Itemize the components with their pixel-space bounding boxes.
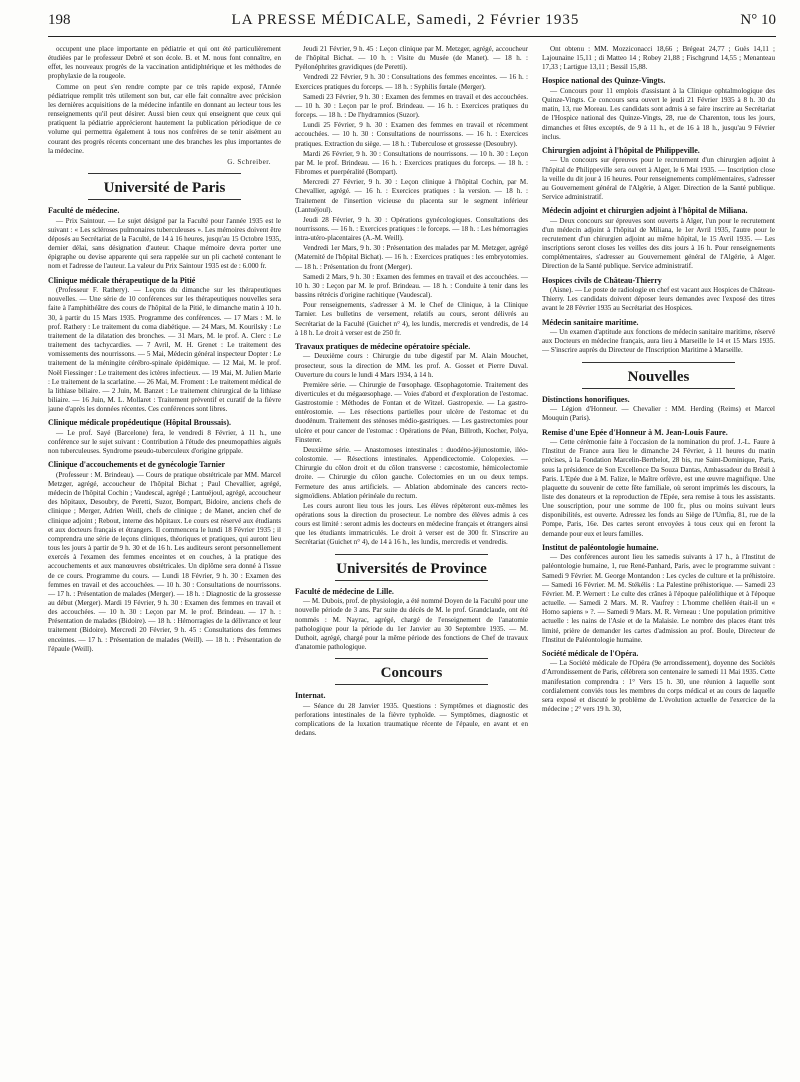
news-title: Institut de paléontologie humaine. (542, 542, 659, 552)
page-header (48, 12, 776, 37)
notice-text: — Le prof. Sayé (Barcelone) fera, le vendredi 8 Février, à 11 h., une conférence sur le sujet suivant : Contribution à l'étude des pneumopathies aiguës non tuberculeuses. Syndrome pseudo-tuberculeux d'origine grippale. (48, 428, 281, 456)
notice-text: (Aisne). — Le poste de radiologie en chef est vacant aux Hospices de Château-Thierry. Les candidats doivent déposer leurs demandes avec l'exposé des titres avant le 28 Février 1935 au Secrétariat des Hospices. (542, 286, 775, 313)
notice-item (48, 418, 281, 456)
news-item (542, 543, 775, 645)
notice-text: Les cours auront lieu tous les jours. Les élèves répèteront eux-mêmes les opérations sous la direction du prosecteur. Le nombre des élèves admis à ces cours est limité : seront admis les docteurs en médecine français et étrangers ainsi que les étudiants immatriculés. Le droit à verser est de 300 fr. S'inscrire au Secrétariat (Guichet n° 4), de 14 à 16 h., les lundis, mercredis et vendredis. (295, 501, 528, 547)
news-title: Distinctions honorifiques. (542, 394, 630, 404)
divider (582, 388, 735, 389)
program-entry: Jeudi 28 Février, 9 h. 30 : Opérations gynécologiques. Consultations des nourrissons. — 16 h. : Exercices pratiques : le forceps. — 18 h. : Les hémorragies intra-utéro-placentaires (A.-M. Weill). (295, 215, 528, 243)
divider (335, 554, 488, 555)
divider (335, 684, 488, 685)
program-entry: Jeudi 21 Février, 9 h. 45 : Leçon clinique par M. Metzger, agrégé, accoucheur de l'hôpital Bichat. — 10 h. : Visite du Musée (de Manet). — 18 h. : Pyélonéphrites gravidiques (de Peretti). (295, 45, 528, 72)
notice-title: Faculté de médecine de Lille. (295, 586, 394, 596)
notice-title: Clinique d'accouchements et de gynécologie Tarnier (48, 460, 226, 470)
notice-text: — Prix Saintour. — Le sujet désigné par la Faculté pour l'année 1935 est le suivant : « Les scléroses pulmonaires tuberculeuses ». Les mémoires doivent être déposés au Secrétariat de la Faculté, de 14 à 16 heures, jusqu'au 15 Octobre 1935, dernier délai, sans désignation d'auteur. Chaque mémoire devra porter une épigraphe ou devise apparente qui sera rappelée sur un pli cacheté contenant le nom et l'adresse de l'auteur. La valeur du Prix Saintour 1935 est de : 6.000 fr. (48, 216, 281, 271)
notice-text: (Professeur : M. Brindeau). — Cours de pratique obstétricale par MM. Marcel Metzger, agrégé, accoucheur de l'hôpital Bichat ; Paul Chevallier, agrégé, médecin de l'hôpital Cochin ; Vaudescal, agrégé ; Lantuéjoul, agrégé, accoucheur des hôpitaux, Desoubry, de Peretti, Suzor, Bompart, Bidoire, anciens chefs de clinique ; Merger, Adrien Weill, chefs de clinique ; de Manet, ancien chef de clinique adjoint ; Rebout, interne des hôpitaux. Le cours est réservé aux étudiants et aux docteurs français et étrangers. Il commencera le lundi 18 Février 1935 ; il comprendra une série de leçons cliniques, théoriques et pratiques, qui auront lieu tous les jours à partir de 9 h. 30 et de 16 h. Les auditeurs seront personnellement exercés à l'examen des femmes enceintes et en couches, à la pratique des accouchements et aux manœuvres obstétricales. Un diplôme sera donné à l'issue de ce cours. Programme du cours. — Lundi 18 Février, 9 h. 30 : Examen des femmes en travail et des accouchées. — 10 h. 30 : Consultations de nourrissons. — 17 h. : Présentation de malades (Merger). — 18 h. : Diagnostic de la grossesse au début (Merger). Mardi 19 Février, 9 h. 30 : Examen des femmes en travail et des accouchées. — 10 h. 30 : Leçon par M. le prof. Brindeau. — 17 h. : Présentation de malades (Bidoire). — 18 h. : Hémorragies de la délivrance et leur traitement (Bidoire). Mercredi 20 Février, 9 h. 45 : Consultations des femmes enceintes. — 17 h. : Présentation de malades (Weill). — 18 h. : Présentation de l'épaule (Weill). (48, 470, 281, 653)
notice-title: Travaux pratiques de médecine opératoire spéciale. (295, 341, 471, 351)
news-item (542, 395, 775, 424)
divider (335, 658, 488, 659)
section-title-universites-province: Universités de Province (336, 560, 487, 577)
notice-title: Hospice national des Quinze-Vingts. (542, 76, 666, 86)
notice-text: — M. Dubois, prof. de physiologie, a été nommé Doyen de la Faculté pour une nouvelle période de 3 ans. Par suite du décès de M. le prof. Grandclaude, ont été nommés : M. Nayrac, agrégé, chargé de l'enseignement de l'anatomie pathologique pour la période du 1er Janvier au 30 Septembre 1935. — M. Duthoit, agrégé, chargé pour la même période des fonctions de Chef de travaux d'anatomie pathologique. (295, 597, 528, 652)
news-text: — La Société médicale de l'Opéra (9e arrondissement), doyenne des Sociétés d'Arrondissement de Paris, célèbrera son centenaire le samedi 11 Mai 1935. Cette manifestation comprendra : 1° Vers 15 h. 30, une réunion à laquelle sont cordialement conviés tous les membres du corps médical et au cours de laquelle sera exposé et discuté le problème de L'évolution actuelle de l'exercice de la médecine ; 2° vers 19 h. 30, (542, 659, 775, 714)
divider (88, 199, 241, 200)
notice-title: Internat. (295, 691, 326, 701)
notice-text: — Un concours sur épreuves pour le recrutement d'un chirurgien adjoint à l'hôpital de Philippeville sera ouvert à Alger, le 6 Mai 1935. — Inscription close la veille du dit jour à 16 heures. Pour renseignements complémentaires, s'adresser au Gouvernement général de l'Algérie, à Alger. Direction de la Santé publique. Service administratif. (542, 156, 775, 202)
notice-item (542, 146, 775, 202)
section-title-universite-paris: Université de Paris (103, 180, 226, 197)
notice-title: Médecin adjoint et chirurgien adjoint à l'hôpital de Miliana. (542, 206, 748, 216)
page-number: 198 (48, 12, 71, 28)
notice-item (48, 206, 281, 271)
program-entry: Vendredi 1er Mars, 9 h. 30 : Présentation des malades par M. Metzger, agrégé (Maternité de l'hôpital Bichat). — 16 h. : Exercices pratiques : les embryotomies. — 18 h. : Présentation du front (Merger). (295, 244, 528, 271)
notice-title: Chirurgien adjoint à l'hôpital de Philippeville. (542, 145, 700, 155)
notice-text: — Concours pour 11 emplois d'assistant à la Clinique ophtalmologique des Quinze-Vingts. Ce concours sera ouvert le jeudi 21 Février 1935 à 8 h. 30 du matin, 13, rue Moreau. Les candidats sont admis à se faire inscrire au Secrétariat de l'Hospice national des Quinze-Vingts, 28, rue de Charenton, tous les jours, dimanches et fêtes exceptés, de 9 à 11 h., et de 16 à 18 h., jusqu'au 9 Février inclus. (542, 86, 775, 141)
notice-text: Deuxième série. — Anastomoses intestinales : duodéno-jéjunostomie, iléo-colostomie. — Résections intestinales. Appendicectomie. Colopexies. — Chirurgie du côlon droit et du côlon transverse : cæcostomie, hémicolectomie droite. — Chirurgie du côlon gauche. Colectomies en un ou deux temps. Fermeture des anus artificiels. — Ablation abdominale des cancers recto-sigmoïdiens. Ablation périnéale du rectum. (295, 445, 528, 500)
notice-text: (Professeur F. Rathery). — Leçons du dimanche sur les thérapeutiques nouvelles. — Une série de 10 conférences sur les thérapeutiques nouvelles sera faite à l'amphithéâtre des cours de l'hôpital de la Pitié, le dimanche matin à 10 h. 30, à partir du 15 Mars 1935. Programme des conférences. — 17 Mars : M. le prof. Rathery : Le traitement du coma diabétique. — 24 Mars, M. Kourilsky : Le traitement de la dilatation des bronches. — 31 Mars, M. le prof. A. Clerc : Le traitement des tachycardies. — 7 Avril, M. H. Grenet : Le traitement des vomissements des nourrissons. — 5 Mai, Médecin général inspecteur Dopter : Le traitement de la méningite cérébro-spinale épidémique. — 12 Mai, M. le prof. Noël Fiessinger : Le traitement des ictères infectieux. — 19 Mai, M. Julien Marie : Le traitement de la scarlatine. — 26 Mai, M. Froment : Le traitement médical de la lithiase biliaire. — 2 Juin, M. Banzet : Le traitement chirurgical de la lithiase biliaire. — 16 Juin, M. L. Mollaret : Traitement préventif et curatif de la fièvre jaune d'après les données récentes. Ces conférences sont libres. (48, 286, 281, 414)
notice-text: Première série. — Chirurgie de l'œsophage. Œsophagotomie. Traitement des diverticules et du mégaœsophage. — Voies d'abord et d'exploration de l'estomac. Gastrostomie : Méthodes de Fontan et de Witzel. Gastropexie. — La gastro-entérostomie. — Les résections partielles pour ulcère de l'estomac et du duodénum. Traitement des sténoses médio-gastriques. — Les gastrectomies pour ulcère et pour cancer de l'estomac : Opérations de Péan, Billroth, Kocher, Polya, Finsterer. (295, 380, 528, 444)
column-1 (48, 45, 281, 1075)
divider (88, 173, 241, 174)
section-title-concours: Concours (380, 665, 443, 682)
notice-title: Clinique médicale thérapeutique de la Pitié (48, 275, 196, 285)
column-3 (542, 45, 775, 1075)
paragraph: occupent une place importante en pédiatrie et qui ont été particulièrement étudiées par le professeur Debré et son école. B. et M. nous font connaître, en effet, les nouveaux progrès de la vaccination antidiphtérique et les méthodes de prophylaxie de la rougeole. (48, 45, 281, 81)
program-entry: Samedi 2 Mars, 9 h. 30 : Examen des femmes en travail et des accouchées. — 10 h. 30 : Leçon par M. le prof. Brindeau. — 18 h. : Conduite à tenir dans les bassins rétrécis d'origine rachitique (Vaudescal). (295, 272, 528, 300)
paragraph: Comme on peut s'en rendre compte par ce très rapide exposé, l'Année pédiatrique remplit très utilement son but, car elle fait connaître avec précision les dernières acquisitions de la médecine infantile en donnant au lecteur tous les renseignements qu'il peut désirer. Aussi bien ceux qui enseignent que ceux qui pratiquent la pédiatrie apprécieront hautement la publication périodique de ce volume qui permettra également à tous nos confrères de se tenir aisément au courant des progrès récents concernant une des branches les plus importantes de la médecine. (48, 82, 281, 155)
program-entry: Vendredi 22 Février, 9 h. 30 : Consultations des femmes enceintes. — 16 h. : Exercices pratiques du forceps. — 18 h. : Syphilis fœtale (Merger). (295, 73, 528, 91)
notice-item (542, 318, 775, 356)
notice-text: — Séance du 28 Janvier 1935. Questions : Symptômes et diagnostic des perforations intestinales de la fièvre typhoïde. — Symptômes, diagnostic et complications de la luxation traumatique récente de l'épaule, en avant et en dedans. (295, 701, 528, 738)
program-entry: Mercredi 27 Février, 9 h. 30 : Leçon clinique à l'hôpital Cochin, par M. Chevallier, agrégé. — 16 h. : Exercices pratiques : la version. — 18 h. : Traitement de l'insertion vicieuse du placenta sur le segment inférieur (Lantuéjoul). (295, 178, 528, 214)
notice-item (48, 460, 281, 654)
notice-title: Clinique médicale propédeutique (Hôpital Broussais). (48, 418, 232, 428)
notice-text: — Deuxième cours : Chirurgie du tube digestif par M. Alain Mouchet, prosecteur, sous la direction de MM. les prof. A. Gosset et Pierre Duval. Ouverture du cours le lundi 4 Mars 1934, à 14 h. (295, 352, 528, 379)
news-title: Société médicale de l'Opéra. (542, 648, 639, 658)
author-signature: G. Schreiber. (227, 157, 271, 166)
notice-item (48, 276, 281, 415)
notice-title: Faculté de médecine. (48, 206, 120, 216)
divider (582, 362, 735, 363)
program-entry: Mardi 26 Février, 9 h. 30 : Consultations de nourrissons. — 10 h. 30 : Leçon par M. le prof. Brindeau. — 16 h. : Exercices pratiques du forceps. — 18 h. : Fibromes et puerpéralité (Bompart). (295, 149, 528, 177)
issue-number: N° 10 (740, 12, 776, 28)
program-entry: Pour renseignements, s'adresser à M. le Chef de Clinique, à la Clinique Tarnier. Les bulletins de versement, relatifs au cours, seront délivrés au Secrétariat de la Faculté (Guichet n° 4), les lundis, mercredis et vendredis, de 14 à 18 h. Le droit à verser est de 250 fr. (295, 301, 528, 337)
notice-title: Médecin sanitaire maritime. (542, 317, 639, 327)
notice-item (542, 206, 775, 271)
notice-item (542, 76, 775, 141)
news-text: — Des conférences auront lieu les samedis suivants à 17 h., à l'Institut de paléontologie humaine, 1, rue René-Panhard, Paris, avec le programme suivant : Samedi 9 Février. M. George Montandon : Les cycles de culture et la préhistoire. — Samedi 16 Février. M. M. Stékélis : La Palestine préhistorique. — Samedi 23 Février. M. P. Wernert : Le culte des crânes à l'époque paléolithique et à l'époque actuelle. — Samedi 2 Mars. M. R. Vaufrey : L'homme chelléen était-il un « Homo sapiens » ?. — Samedi 9 Mars. M. R. Verneau : Une population primitive actuelle : les nains de l'Asie et de la Malaisie. Le nombre des places étant très limité, prière de demander les cartes d'admission au prof. Boule, Directeur de l'Institut de Paléontologie humaine. (542, 553, 775, 644)
news-title: Remise d'une Epée d'Honneur à M. Jean-Louis Faure. (542, 427, 728, 437)
notice-title: Hospices civils de Château-Thierry (542, 275, 662, 285)
section-title-nouvelles: Nouvelles (627, 368, 690, 385)
news-text: — Cette cérémonie faite à l'occasion de la nomination du prof. J.-L. Faure à l'Institut de France aura lieu le dimanche 24 Février, à 11 heures du matin précises, à la Fondation Marcelin-Berthelot, 28 bis, rue Saint-Dominique, Paris, sous la présidence de Son Excellence Da Souza Dantas, Ambassadeur du Brésil à Paris. L'Epée due à M. Falize, le Maître orfèvre, est une œuvre magnifique. Une plaquette du souvenir de cette fête familiale, où seront imprimés les discours, la liste des donateurs et la reproduction de l'Epée, sera remise à tous les assistants. Une souscription, pour une somme de 100 fr., plus ou moins suivant leurs disponibilités, est ouverte. Adressez les fonds au Siège de l'Umfia, 81, rue de la Pompe, Paris, 16e. Des cartes seront envoyées à tous ceux qui en feront la demande pour eux et leurs familles. (542, 438, 775, 538)
program-entry: Samedi 23 Février, 9 h. 30 : Examen des femmes en travail et des accouchées. — 10 h. 30 : Leçon par le prof. Brindeau. — 16 h. : Exercices pratiques du forceps. — 18 h. : De l'hydramnios (Suzor). (295, 92, 528, 120)
publication-title: LA PRESSE MÉDICALE, Samedi, 2 Février 1935 (231, 12, 580, 28)
news-text: — Légion d'Honneur. — Chevalier : MM. Herding (Reims) et Marcel Mouquin (Paris). (542, 405, 775, 423)
notice-item (542, 276, 775, 314)
paragraph: Ont obtenu : MM. Mozziconacci 18,66 ; Brégeat 24,77 ; Guès 14,11 ; Lajounaine 15,11 ; di Matteo 14 ; Robey 21,88 ; Fischgrund 14,55 ; Menanteau 17,33 ; Lartigue 13,11 ; Bessil 15,88. (542, 45, 775, 72)
column-2 (295, 45, 528, 1075)
divider (335, 580, 488, 581)
news-item (542, 428, 775, 539)
notice-text: — Un examen d'aptitude aux fonctions de médecin sanitaire maritime, réservé aux Docteurs en médecine français, aura lieu à Marseille le 14 et 15 Mars 1935. — S'inscrire auprès du Directeur de l'Inscription Maritime à Marseille. (542, 328, 775, 355)
notice-text: — Deux concours sur épreuves sont ouverts à Alger, l'un pour le recrutement d'un médecin adjoint à l'hôpital de Miliana, le 1er Avril 1935, l'autre pour le recrutement d'un chirurgien adjoint au même hôpital, le 15 Avril 1935. — Les inscriptions seront closes les veilles des dits jours à 16 h. Pour renseignements complémentaires, s'adresser au Gouvernement général de l'Algérie, à Alger. Direction de la Santé publique. Service administratif. (542, 216, 775, 271)
program-entry: Lundi 25 Février, 9 h. 30 : Examen des femmes en travail et récemment accouchées. — 10 h. 30 : Consultations de nourrissons. — 16 h. : Exercices pratiques. Extraction du siège. — 18 h. : Tuberculose et grossesse (Desoubry). (295, 121, 528, 148)
news-item (542, 649, 775, 714)
